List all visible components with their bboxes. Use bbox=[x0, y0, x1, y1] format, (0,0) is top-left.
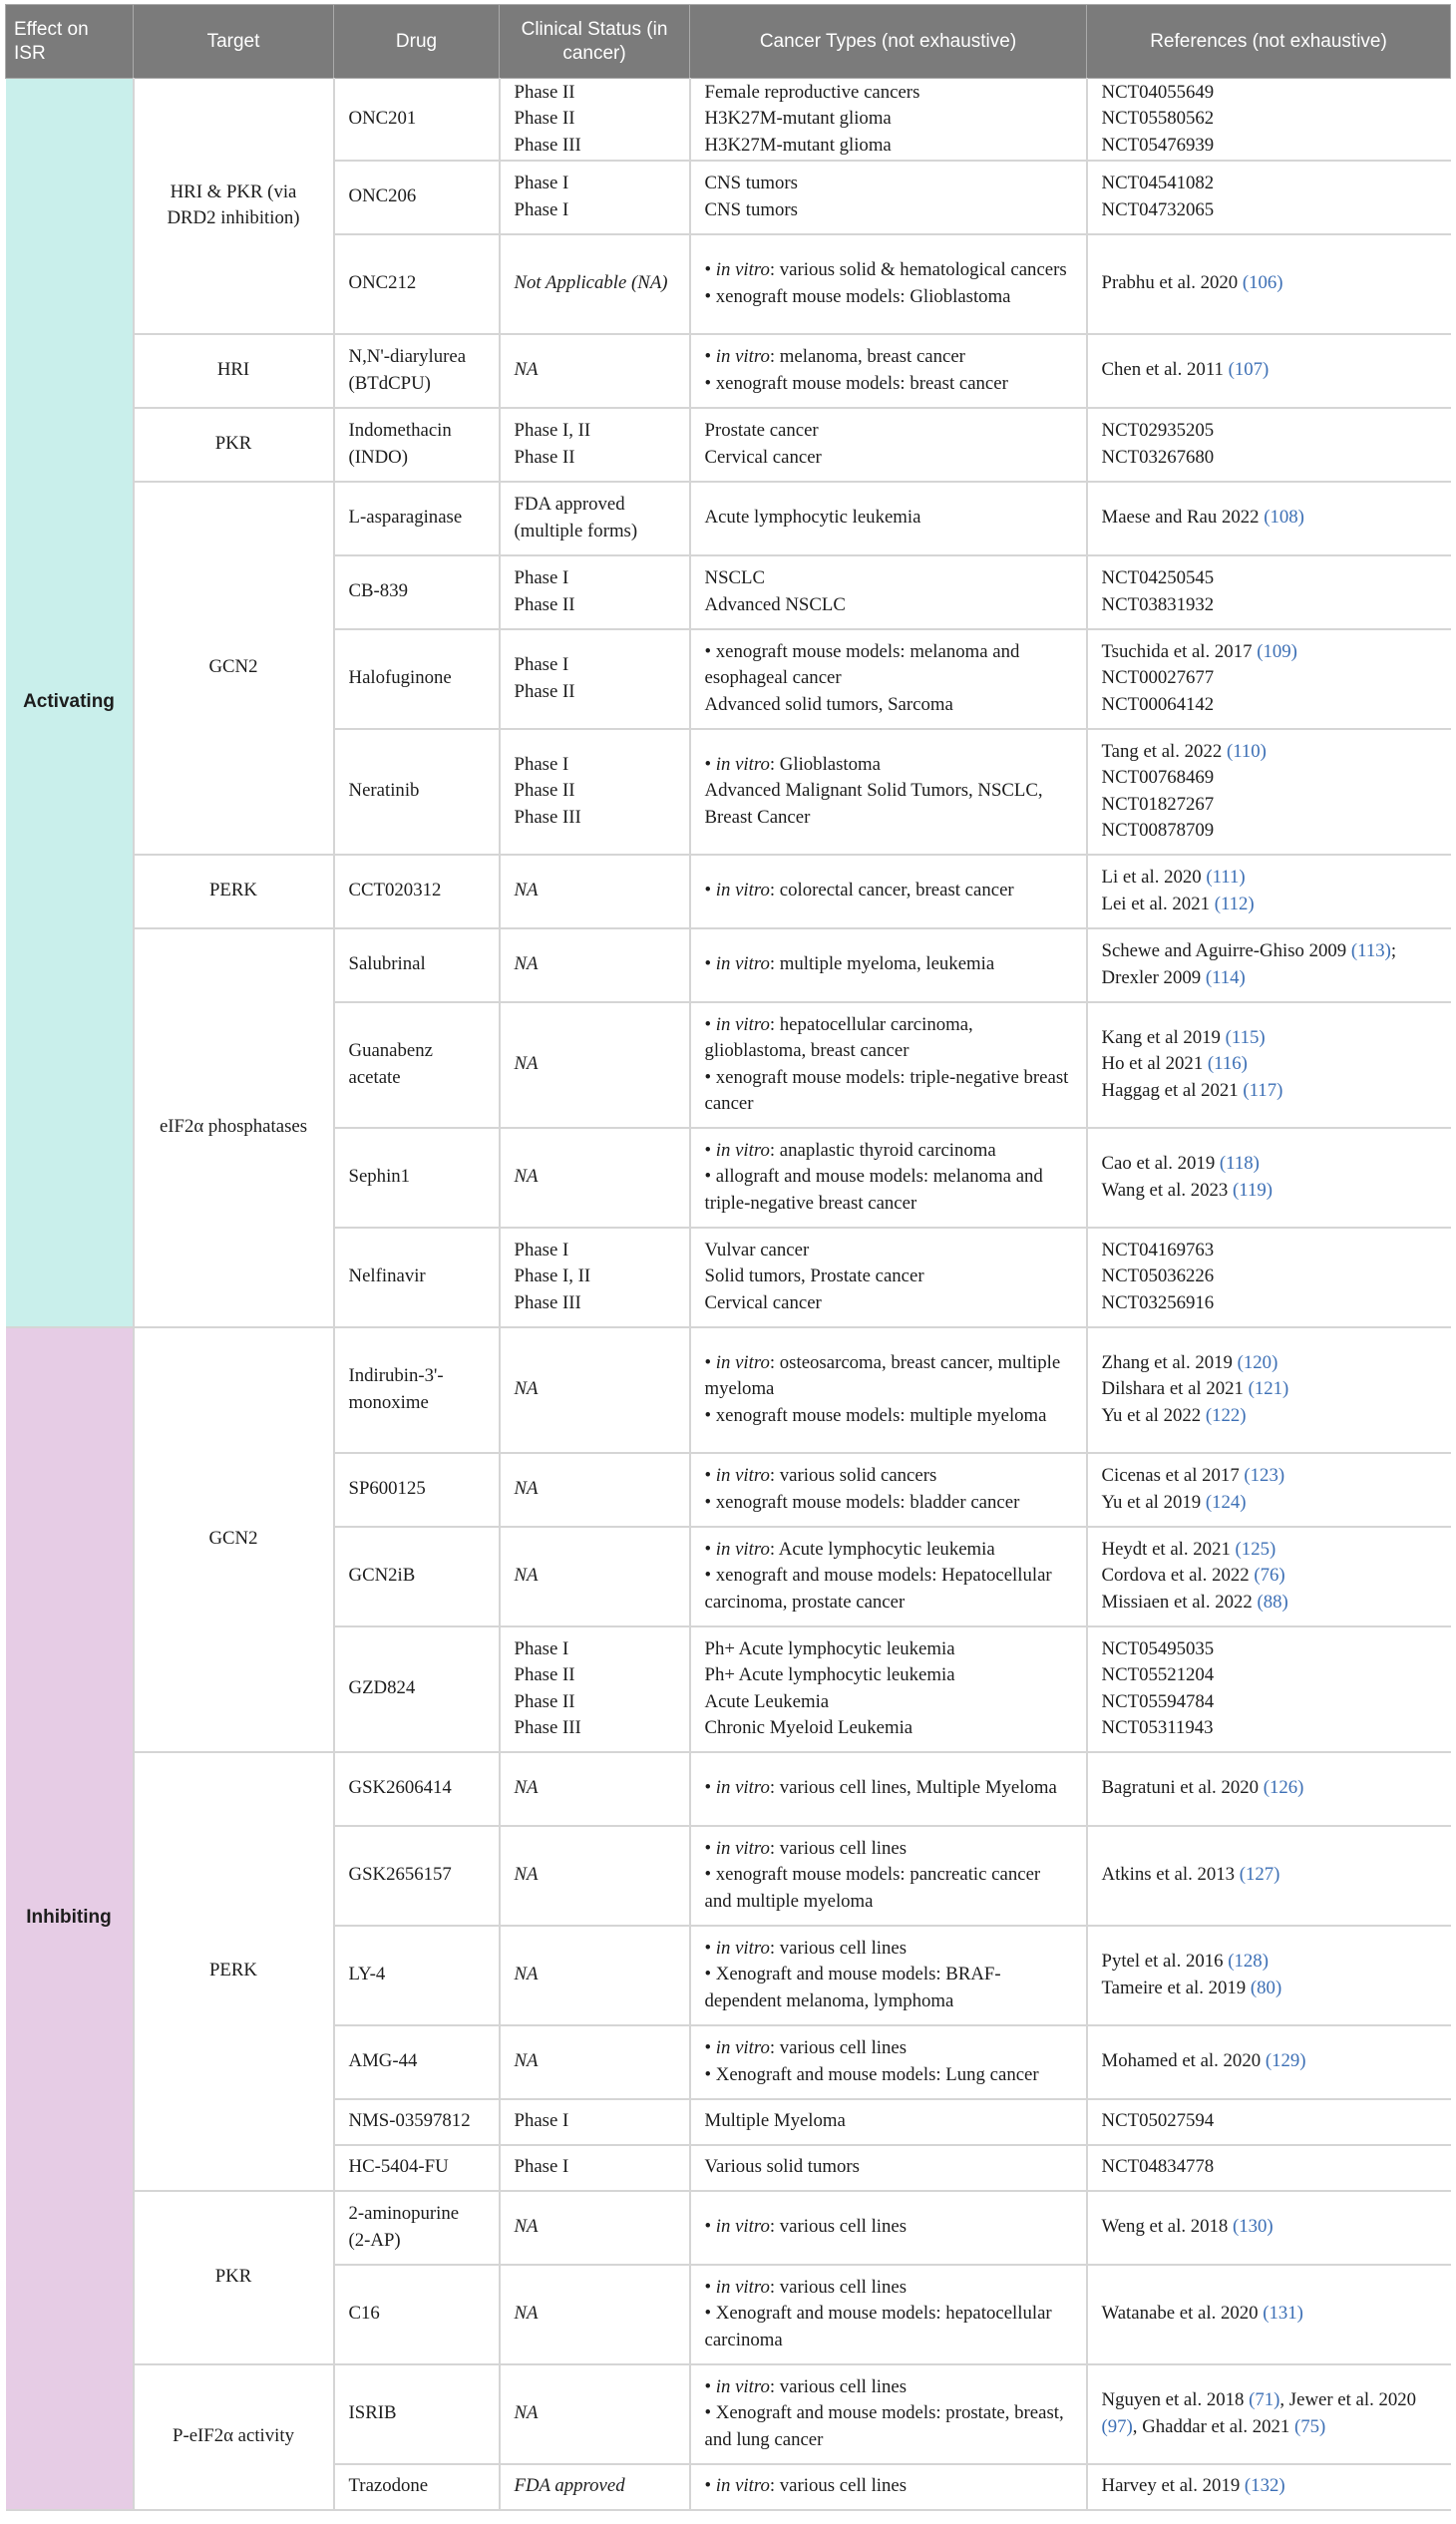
references-cell: NCT04169763 NCT05036226 NCT03256916 bbox=[1087, 1228, 1451, 1327]
reference-link[interactable]: (107) bbox=[1228, 359, 1270, 381]
header-drug: Drug bbox=[334, 5, 500, 79]
clinical-status-cell: NA bbox=[500, 1527, 690, 1626]
reference-link[interactable]: (120) bbox=[1237, 1351, 1278, 1373]
cancer-types-cell: CNS tumors CNS tumors bbox=[690, 161, 1087, 234]
references-cell: Chen et al. 2011 (107) bbox=[1087, 334, 1451, 408]
drug-cell: ONC212 bbox=[334, 234, 500, 334]
references-cell: Prabhu et al. 2020 (106) bbox=[1087, 234, 1451, 334]
cancer-types-cell: • in vitro: various cell lines, Multiple Myeloma bbox=[690, 1752, 1087, 1826]
cancer-types-cell: • in vitro: various cell lines bbox=[690, 2464, 1087, 2510]
references-cell: Zhang et al. 2019 (120) Dilshara et al 2021 (121) Yu et al 2022 (122) bbox=[1087, 1327, 1451, 1453]
table-row bbox=[6, 855, 1451, 928]
reference-link[interactable]: (106) bbox=[1242, 272, 1283, 294]
table-row bbox=[6, 482, 1451, 555]
target-cell: eIF2α phosphatases bbox=[134, 928, 334, 1327]
drug-cell: Guanabenz acetate bbox=[334, 1002, 500, 1128]
cancer-types-cell: Female reproductive cancers H3K27M-mutant glioma H3K27M-mutant glioma bbox=[690, 79, 1087, 161]
cancer-types-cell: • in vitro: various solid & hematological cancers • xenograft mouse models: Glioblastoma bbox=[690, 234, 1087, 334]
reference-link[interactable]: (126) bbox=[1263, 1777, 1304, 1799]
cancer-types-cell: • in vitro: multiple myeloma, leukemia bbox=[690, 928, 1087, 1002]
reference-link[interactable]: (131) bbox=[1263, 2303, 1303, 2325]
clinical-status-cell: NA bbox=[500, 1752, 690, 1826]
cancer-types-cell: • in vitro: various cell lines • Xenograft and mouse models: prostate, breast, and lung cancer bbox=[690, 2364, 1087, 2464]
cancer-types-cell: • in vitro: various cell lines • xenograft mouse models: pancreatic cancer and multiple myeloma bbox=[690, 1826, 1087, 1926]
target-cell: GCN2 bbox=[134, 1327, 334, 1752]
drug-cell: Halofuginone bbox=[334, 629, 500, 729]
drug-cell: Sephin1 bbox=[334, 1128, 500, 1228]
reference-link[interactable]: (122) bbox=[1205, 1404, 1247, 1426]
cancer-types-cell: Prostate cancer Cervical cancer bbox=[690, 408, 1087, 482]
reference-link[interactable]: (129) bbox=[1265, 2050, 1306, 2072]
cancer-types-cell: • in vitro: various cell lines • Xenograft and mouse models: BRAF-dependent melanoma, lymphoma bbox=[690, 1926, 1087, 2025]
reference-link[interactable]: (124) bbox=[1205, 1491, 1247, 1513]
clinical-status-cell: NA bbox=[500, 2025, 690, 2099]
clinical-status-cell: FDA approved (multiple forms) bbox=[500, 482, 690, 555]
reference-link[interactable]: (113) bbox=[1350, 940, 1391, 961]
clinical-status-cell: Phase I Phase II bbox=[500, 629, 690, 729]
cancer-types-cell: Multiple Myeloma bbox=[690, 2099, 1087, 2145]
reference-link[interactable]: (119) bbox=[1233, 1179, 1273, 1201]
drug-cell: GSK2606414 bbox=[334, 1752, 500, 1826]
cancer-types-cell: • in vitro: various cell lines • Xenograft and mouse models: hepatocellular carcinoma bbox=[690, 2265, 1087, 2364]
reference-link[interactable]: (117) bbox=[1243, 1079, 1283, 1101]
reference-link[interactable]: (123) bbox=[1244, 1465, 1285, 1486]
reference-link[interactable]: (130) bbox=[1233, 2216, 1274, 2238]
isr-drug-table bbox=[5, 4, 1451, 2511]
clinical-status-cell: Phase I, II Phase II bbox=[500, 408, 690, 482]
reference-link[interactable]: (111) bbox=[1206, 867, 1246, 888]
cancer-types-cell: • xenograft mouse models: melanoma and esophageal cancer Advanced solid tumors, Sarcoma bbox=[690, 629, 1087, 729]
references-cell: Mohamed et al. 2020 (129) bbox=[1087, 2025, 1451, 2099]
reference-link[interactable]: (97) bbox=[1101, 2415, 1133, 2437]
reference-link[interactable]: (127) bbox=[1239, 1864, 1280, 1886]
references-cell: Nguyen et al. 2018 (71), Jewer et al. 2020 (97), Ghaddar et al. 2021 (75) bbox=[1087, 2364, 1451, 2464]
references-cell: Harvey et al. 2019 (132) bbox=[1087, 2464, 1451, 2510]
drug-cell: Indomethacin (INDO) bbox=[334, 408, 500, 482]
cancer-types-cell: Vulvar cancer Solid tumors, Prostate cancer Cervical cancer bbox=[690, 1228, 1087, 1327]
clinical-status-cell: NA bbox=[500, 1002, 690, 1128]
cancer-types-cell: • in vitro: various solid cancers • xenograft mouse models: bladder cancer bbox=[690, 1453, 1087, 1527]
references-cell: NCT05027594 bbox=[1087, 2099, 1451, 2145]
table-row bbox=[6, 334, 1451, 408]
references-cell: Watanabe et al. 2020 (131) bbox=[1087, 2265, 1451, 2364]
references-cell: NCT04055649 NCT05580562 NCT05476939 bbox=[1087, 79, 1451, 161]
references-cell: Pytel et al. 2016 (128) Tameire et al. 2019 (80) bbox=[1087, 1926, 1451, 2025]
cancer-types-cell: • in vitro: colorectal cancer, breast cancer bbox=[690, 855, 1087, 928]
clinical-status-cell: NA bbox=[500, 1453, 690, 1527]
drug-cell: GSK2656157 bbox=[334, 1826, 500, 1926]
clinical-status-cell: NA bbox=[500, 1128, 690, 1228]
effect-inhibiting-label: Inhibiting bbox=[6, 1327, 134, 2510]
references-cell: Heydt et al. 2021 (125) Cordova et al. 2022 (76) Missiaen et al. 2022 (88) bbox=[1087, 1527, 1451, 1626]
reference-link[interactable]: (75) bbox=[1294, 2415, 1326, 2437]
references-cell: NCT05495035 NCT05521204 NCT05594784 NCT05311943 bbox=[1087, 1626, 1451, 1752]
drug-cell: 2-aminopurine (2-AP) bbox=[334, 2191, 500, 2265]
header-target: Target bbox=[134, 5, 334, 79]
references-cell: Tsuchida et al. 2017 (109) NCT00027677 NCT00064142 bbox=[1087, 629, 1451, 729]
clinical-status-cell: NA bbox=[500, 928, 690, 1002]
clinical-status-cell: NA bbox=[500, 2191, 690, 2265]
cancer-types-cell: Acute lymphocytic leukemia bbox=[690, 482, 1087, 555]
clinical-status-cell: NA bbox=[500, 2265, 690, 2364]
reference-link[interactable]: (112) bbox=[1214, 893, 1255, 914]
cancer-types-cell: • in vitro: melanoma, breast cancer • xenograft mouse models: breast cancer bbox=[690, 334, 1087, 408]
reference-link[interactable]: (118) bbox=[1219, 1153, 1260, 1174]
target-cell: PKR bbox=[134, 2191, 334, 2364]
drug-cell: CB-839 bbox=[334, 555, 500, 629]
references-cell: NCT04541082 NCT04732065 bbox=[1087, 161, 1451, 234]
clinical-status-cell: Phase I Phase II bbox=[500, 555, 690, 629]
clinical-status-cell: NA bbox=[500, 855, 690, 928]
header-clinical-status: Clinical Status (in cancer) bbox=[500, 5, 690, 79]
clinical-status-cell: Phase I bbox=[500, 2099, 690, 2145]
drug-cell: GCN2iB bbox=[334, 1527, 500, 1626]
references-cell: Bagratuni et al. 2020 (126) bbox=[1087, 1752, 1451, 1826]
cancer-types-cell: Various solid tumors bbox=[690, 2145, 1087, 2191]
drug-cell: GZD824 bbox=[334, 1626, 500, 1752]
reference-link[interactable]: (132) bbox=[1244, 2475, 1285, 2497]
table-row bbox=[6, 1327, 1451, 1453]
references-cell: NCT04834778 bbox=[1087, 2145, 1451, 2191]
references-cell: Schewe and Aguirre-Ghiso 2009 (113); Drexler 2009 (114) bbox=[1087, 928, 1451, 1002]
cancer-types-cell: Ph+ Acute lymphocytic leukemia Ph+ Acute lymphocytic leukemia Acute Leukemia Chronic Myeloid Leukemia bbox=[690, 1626, 1087, 1752]
reference-link[interactable]: (116) bbox=[1207, 1053, 1248, 1075]
target-cell: GCN2 bbox=[134, 482, 334, 855]
clinical-status-cell: NA bbox=[500, 2364, 690, 2464]
drug-cell: C16 bbox=[334, 2265, 500, 2364]
references-cell: Maese and Rau 2022 (108) bbox=[1087, 482, 1451, 555]
drug-cell: HC-5404-FU bbox=[334, 2145, 500, 2191]
table-row bbox=[6, 2191, 1451, 2265]
cancer-types-cell: • in vitro: Acute lymphocytic leukemia • xenograft and mouse models: Hepatocellular carcinoma, prostate cancer bbox=[690, 1527, 1087, 1626]
reference-link[interactable]: (115) bbox=[1225, 1026, 1266, 1048]
references-cell: Cao et al. 2019 (118) Wang et al. 2023 (119) bbox=[1087, 1128, 1451, 1228]
drug-cell: Trazodone bbox=[334, 2464, 500, 2510]
cancer-types-cell: • in vitro: Glioblastoma Advanced Malignant Solid Tumors, NSCLC, Breast Cancer bbox=[690, 729, 1087, 855]
drug-cell: NMS-03597812 bbox=[334, 2099, 500, 2145]
references-cell: Tang et al. 2022 (110) NCT00768469 NCT01827267 NCT00878709 bbox=[1087, 729, 1451, 855]
target-cell: HRI & PKR (via DRD2 inhibition) bbox=[134, 79, 334, 334]
references-cell: Atkins et al. 2013 (127) bbox=[1087, 1826, 1451, 1926]
drug-cell: LY-4 bbox=[334, 1926, 500, 2025]
drug-cell: ONC206 bbox=[334, 161, 500, 234]
clinical-status-cell: Phase II Phase II Phase III bbox=[500, 79, 690, 161]
references-cell: Kang et al 2019 (115) Ho et al 2021 (116) Haggag et al 2021 (117) bbox=[1087, 1002, 1451, 1128]
reference-link[interactable]: (121) bbox=[1248, 1378, 1289, 1400]
clinical-status-cell: Phase I Phase I bbox=[500, 161, 690, 234]
cancer-types-cell: • in vitro: various cell lines • Xenograft and mouse models: Lung cancer bbox=[690, 2025, 1087, 2099]
table-row bbox=[6, 79, 1451, 161]
clinical-status-cell: NA bbox=[500, 1327, 690, 1453]
header-effect-on-isr: Effect on ISR bbox=[6, 5, 134, 79]
header-references: References (not exhaustive) bbox=[1087, 5, 1451, 79]
references-cell: Cicenas et al 2017 (123) Yu et al 2019 (124) bbox=[1087, 1453, 1451, 1527]
clinical-status-cell: NA bbox=[500, 1926, 690, 2025]
references-cell: NCT04250545 NCT03831932 bbox=[1087, 555, 1451, 629]
header-cancer-types: Cancer Types (not exhaustive) bbox=[690, 5, 1087, 79]
clinical-status-cell: Phase I Phase I, II Phase III bbox=[500, 1228, 690, 1327]
target-cell: PERK bbox=[134, 1752, 334, 2191]
cancer-types-cell: • in vitro: anaplastic thyroid carcinoma • allograft and mouse models: melanoma and triple-negative breast cancer bbox=[690, 1128, 1087, 1228]
target-cell: PERK bbox=[134, 855, 334, 928]
target-cell: P-eIF2α activity bbox=[134, 2364, 334, 2510]
table-row bbox=[6, 2364, 1451, 2464]
references-cell: Weng et al. 2018 (130) bbox=[1087, 2191, 1451, 2265]
reference-link[interactable]: (114) bbox=[1205, 966, 1246, 988]
target-cell: PKR bbox=[134, 408, 334, 482]
drug-cell: ONC201 bbox=[334, 79, 500, 161]
reference-link[interactable]: (76) bbox=[1254, 1565, 1285, 1587]
header-row bbox=[6, 5, 1451, 79]
drug-cell: N,N'-diarylurea (BTdCPU) bbox=[334, 334, 500, 408]
reference-link[interactable]: (125) bbox=[1235, 1538, 1276, 1560]
drug-cell: AMG-44 bbox=[334, 2025, 500, 2099]
drug-cell: Neratinib bbox=[334, 729, 500, 855]
cancer-types-cell: • in vitro: hepatocellular carcinoma, glioblastoma, breast cancer • xenograft mouse models: triple-negative breast cancer bbox=[690, 1002, 1087, 1128]
drug-cell: L-asparaginase bbox=[334, 482, 500, 555]
references-cell: NCT02935205 NCT03267680 bbox=[1087, 408, 1451, 482]
table-row bbox=[6, 1752, 1451, 1826]
clinical-status-cell: NA bbox=[500, 1826, 690, 1926]
reference-link[interactable]: (108) bbox=[1264, 507, 1304, 529]
clinical-status-cell: Phase I Phase II Phase II Phase III bbox=[500, 1626, 690, 1752]
clinical-status-cell: Phase I Phase II Phase III bbox=[500, 729, 690, 855]
effect-activating-label: Activating bbox=[6, 79, 134, 1327]
table-row bbox=[6, 408, 1451, 482]
cancer-types-cell: • in vitro: osteosarcoma, breast cancer, multiple myeloma • xenograft mouse models: multiple myeloma bbox=[690, 1327, 1087, 1453]
clinical-status-cell: Phase I bbox=[500, 2145, 690, 2191]
cancer-types-cell: • in vitro: various cell lines bbox=[690, 2191, 1087, 2265]
drug-cell: ISRIB bbox=[334, 2364, 500, 2464]
drug-cell: Nelfinavir bbox=[334, 1228, 500, 1327]
table-row bbox=[6, 928, 1451, 1002]
drug-cell: Salubrinal bbox=[334, 928, 500, 1002]
reference-link[interactable]: (71) bbox=[1249, 2389, 1280, 2410]
cancer-types-cell: NSCLC Advanced NSCLC bbox=[690, 555, 1087, 629]
table-header bbox=[6, 5, 1451, 79]
reference-link[interactable]: (110) bbox=[1226, 740, 1267, 762]
drug-cell: Indirubin-3'-monoxime bbox=[334, 1327, 500, 1453]
reference-link[interactable]: (88) bbox=[1257, 1591, 1288, 1613]
reference-link[interactable]: (109) bbox=[1257, 640, 1297, 662]
clinical-status-cell: NA bbox=[500, 334, 690, 408]
clinical-status-cell: Not Applicable (NA) bbox=[500, 234, 690, 334]
reference-link[interactable]: (128) bbox=[1228, 1951, 1269, 1972]
clinical-status-cell: FDA approved bbox=[500, 2464, 690, 2510]
references-cell: Li et al. 2020 (111) Lei et al. 2021 (112) bbox=[1087, 855, 1451, 928]
target-cell: HRI bbox=[134, 334, 334, 408]
reference-link[interactable]: (80) bbox=[1250, 1977, 1282, 1998]
drug-cell: CCT020312 bbox=[334, 855, 500, 928]
table-body bbox=[6, 79, 1451, 2510]
drug-cell: SP600125 bbox=[334, 1453, 500, 1527]
